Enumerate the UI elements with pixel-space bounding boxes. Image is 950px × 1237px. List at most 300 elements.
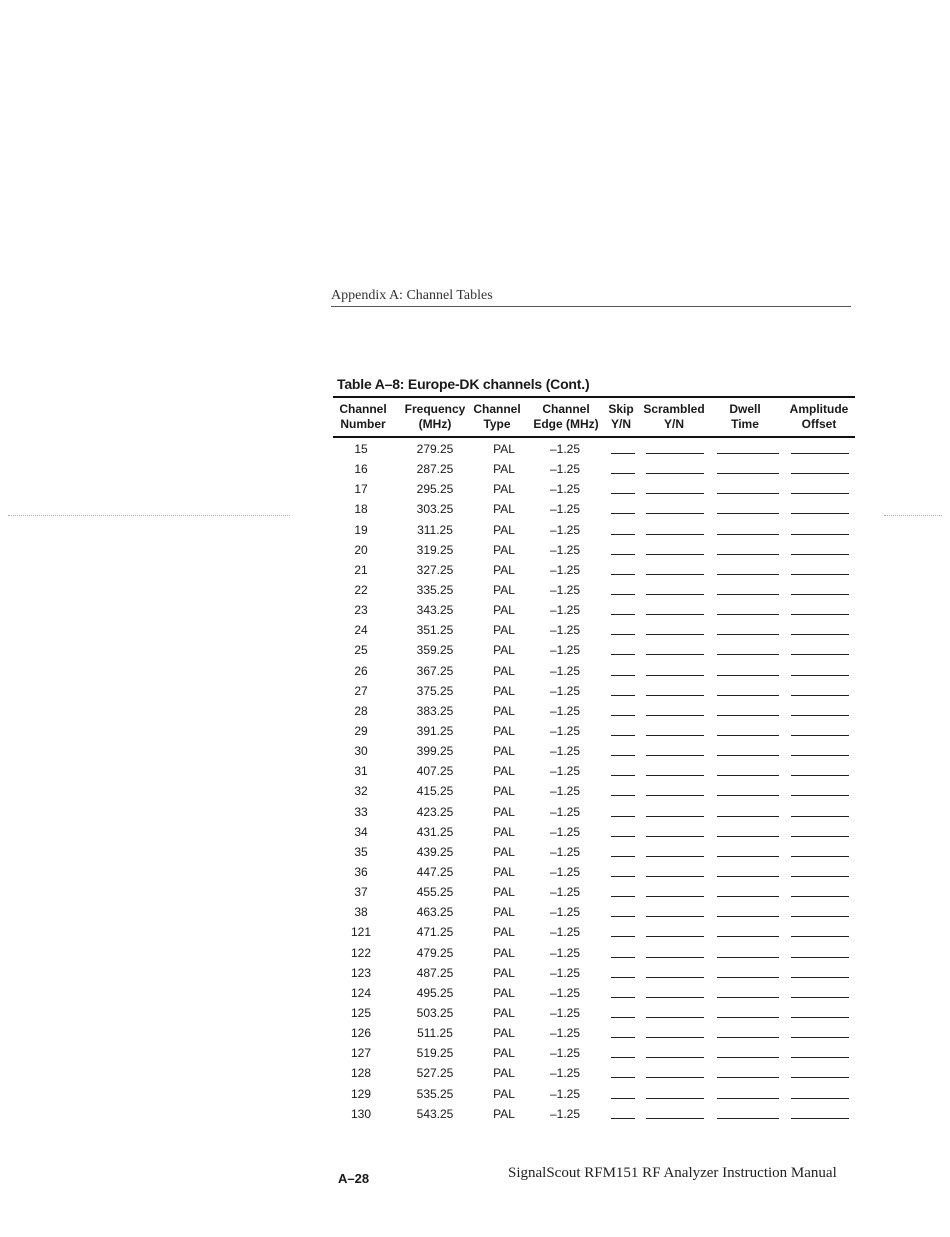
header-line: Dwell xyxy=(729,402,761,416)
scrambled-blank xyxy=(646,473,704,474)
channel-number-cell: 122 xyxy=(350,945,372,960)
amplitude-offset-blank xyxy=(791,534,849,535)
amplitude-offset-blank xyxy=(791,574,849,575)
header-scrambled xyxy=(639,402,709,432)
frequency-cell: 447.25 xyxy=(416,864,454,879)
frequency-cell: 343.25 xyxy=(416,603,454,618)
running-header-title: Appendix A: Channel Tables xyxy=(331,288,493,303)
channel-type-cell: PAL xyxy=(493,965,515,980)
scrambled-blank xyxy=(646,795,704,796)
dwell-time-blank xyxy=(717,554,779,555)
header-line: Number xyxy=(340,417,386,431)
dwell-time-blank xyxy=(717,755,779,756)
scrambled-blank xyxy=(646,654,704,655)
frequency-cell: 511.25 xyxy=(417,1026,453,1041)
skip-blank xyxy=(611,775,635,776)
channel-type-cell: PAL xyxy=(493,1106,515,1121)
channel-type-cell: PAL xyxy=(493,925,515,940)
left-margin-divider xyxy=(8,515,290,516)
header-channel-type xyxy=(471,402,523,432)
frequency-cell: 279.25 xyxy=(416,442,454,456)
amplitude-offset-blank xyxy=(791,473,849,474)
frequency-cell: 287.25 xyxy=(416,462,454,477)
table-row xyxy=(333,982,855,1002)
channel-type-cell: PAL xyxy=(493,663,515,678)
scrambled-blank xyxy=(646,775,704,776)
channel-number-cell: 129 xyxy=(350,1086,372,1101)
skip-blank xyxy=(611,695,635,696)
channel-edge-cell: –1.25 xyxy=(549,462,581,477)
scrambled-blank xyxy=(646,574,704,575)
table-row xyxy=(333,901,855,921)
table-row xyxy=(333,740,855,760)
header-line: Skip xyxy=(608,402,634,416)
scrambled-blank xyxy=(646,735,704,736)
scrambled-blank xyxy=(646,816,704,817)
skip-blank xyxy=(611,1037,635,1038)
channel-number-cell: 125 xyxy=(350,1005,372,1020)
channel-type-cell: PAL xyxy=(493,804,515,819)
table-row xyxy=(333,921,855,941)
frequency-cell: 311.25 xyxy=(417,522,453,537)
amplitude-offset-blank xyxy=(791,695,849,696)
table-row xyxy=(333,801,855,821)
channel-edge-cell: –1.25 xyxy=(549,764,581,779)
channel-type-cell: PAL xyxy=(493,723,515,738)
channel-number-cell: 20 xyxy=(354,542,368,557)
header-line: Channel xyxy=(339,402,387,416)
channel-number-cell: 121 xyxy=(350,925,372,940)
dwell-time-blank xyxy=(717,916,779,917)
channel-number-cell: 32 xyxy=(354,784,368,799)
frequency-cell: 383.25 xyxy=(416,703,454,718)
amplitude-offset-blank xyxy=(791,916,849,917)
table-row xyxy=(333,861,855,881)
channel-type-cell: PAL xyxy=(493,683,515,698)
channel-number-cell: 127 xyxy=(350,1046,372,1061)
channel-table xyxy=(333,396,855,1123)
channel-type-cell: PAL xyxy=(493,442,515,456)
header-line: Edge (MHz) xyxy=(533,417,599,431)
channel-number-cell: 18 xyxy=(354,502,368,517)
table-body xyxy=(333,438,855,1123)
amplitude-offset-blank xyxy=(791,654,849,655)
frequency-cell: 335.25 xyxy=(416,582,454,597)
table-row xyxy=(333,539,855,559)
channel-edge-cell: –1.25 xyxy=(549,623,581,638)
header-channel-edge xyxy=(529,402,603,432)
channel-edge-cell: –1.25 xyxy=(549,1106,581,1121)
header-channel-number xyxy=(335,402,391,432)
dwell-time-blank xyxy=(717,936,779,937)
dwell-time-blank xyxy=(717,836,779,837)
frequency-cell: 407.25 xyxy=(416,764,454,779)
skip-blank xyxy=(611,493,635,494)
running-header xyxy=(331,286,851,307)
amplitude-offset-blank xyxy=(791,1077,849,1078)
scrambled-blank xyxy=(646,534,704,535)
scrambled-blank xyxy=(646,936,704,937)
channel-type-cell: PAL xyxy=(493,643,515,658)
skip-blank xyxy=(611,936,635,937)
table-row xyxy=(333,519,855,539)
amplitude-offset-blank xyxy=(791,936,849,937)
channel-edge-cell: –1.25 xyxy=(549,442,581,456)
amplitude-offset-blank xyxy=(791,634,849,635)
table-row xyxy=(333,1062,855,1082)
channel-number-cell: 30 xyxy=(354,744,368,759)
channel-number-cell: 33 xyxy=(354,804,368,819)
header-skip xyxy=(605,402,637,432)
amplitude-offset-blank xyxy=(791,493,849,494)
amplitude-offset-blank xyxy=(791,675,849,676)
scrambled-blank xyxy=(646,1098,704,1099)
channel-number-cell: 16 xyxy=(354,462,368,477)
scrambled-blank xyxy=(646,1057,704,1058)
scrambled-blank xyxy=(646,1118,704,1119)
table-row xyxy=(333,639,855,659)
amplitude-offset-blank xyxy=(791,755,849,756)
table-row xyxy=(333,1103,855,1123)
channel-number-cell: 123 xyxy=(350,965,372,980)
channel-edge-cell: –1.25 xyxy=(549,844,581,859)
dwell-time-blank xyxy=(717,594,779,595)
skip-blank xyxy=(611,654,635,655)
channel-number-cell: 28 xyxy=(354,703,368,718)
header-line: Y/N xyxy=(610,417,631,431)
dwell-time-blank xyxy=(717,896,779,897)
frequency-cell: 535.25 xyxy=(416,1086,454,1101)
amplitude-offset-blank xyxy=(791,856,849,857)
channel-number-cell: 17 xyxy=(354,482,368,497)
frequency-cell: 519.25 xyxy=(416,1046,454,1061)
frequency-cell: 527.25 xyxy=(416,1066,454,1081)
header-dwell-time xyxy=(717,402,773,432)
channel-edge-cell: –1.25 xyxy=(549,985,581,1000)
channel-edge-cell: –1.25 xyxy=(549,1026,581,1041)
channel-number-cell: 128 xyxy=(350,1066,372,1081)
frequency-cell: 431.25 xyxy=(416,824,454,839)
table-row xyxy=(333,438,855,458)
skip-blank xyxy=(611,715,635,716)
dwell-time-blank xyxy=(717,574,779,575)
header-line: Offset xyxy=(801,417,837,431)
channel-edge-cell: –1.25 xyxy=(549,905,581,920)
channel-type-cell: PAL xyxy=(493,542,515,557)
dwell-time-blank xyxy=(717,997,779,998)
table-row xyxy=(333,1042,855,1062)
scrambled-blank xyxy=(646,675,704,676)
scrambled-blank xyxy=(646,836,704,837)
channel-type-cell: PAL xyxy=(493,562,515,577)
channel-edge-cell: –1.25 xyxy=(549,643,581,658)
dwell-time-blank xyxy=(717,1077,779,1078)
frequency-cell: 423.25 xyxy=(416,804,454,819)
dwell-time-blank xyxy=(717,493,779,494)
amplitude-offset-blank xyxy=(791,1037,849,1038)
skip-blank xyxy=(611,977,635,978)
table-row xyxy=(333,680,855,700)
table-row xyxy=(333,780,855,800)
scrambled-blank xyxy=(646,1017,704,1018)
skip-blank xyxy=(611,816,635,817)
channel-edge-cell: –1.25 xyxy=(549,945,581,960)
dwell-time-blank xyxy=(717,534,779,535)
skip-blank xyxy=(611,513,635,514)
channel-edge-cell: –1.25 xyxy=(549,804,581,819)
table-row xyxy=(333,498,855,518)
scrambled-blank xyxy=(646,614,704,615)
channel-number-cell: 27 xyxy=(354,683,368,698)
channel-edge-cell: –1.25 xyxy=(549,663,581,678)
channel-type-cell: PAL xyxy=(493,603,515,618)
channel-edge-cell: –1.25 xyxy=(549,1046,581,1061)
table-row xyxy=(333,599,855,619)
frequency-cell: 463.25 xyxy=(416,905,454,920)
table-header xyxy=(333,398,855,436)
channel-edge-cell: –1.25 xyxy=(549,965,581,980)
skip-blank xyxy=(611,534,635,535)
scrambled-blank xyxy=(646,916,704,917)
scrambled-blank xyxy=(646,715,704,716)
frequency-cell: 327.25 xyxy=(416,562,454,577)
channel-type-cell: PAL xyxy=(493,784,515,799)
dwell-time-blank xyxy=(717,614,779,615)
dwell-time-blank xyxy=(717,1017,779,1018)
channel-number-cell: 36 xyxy=(354,864,368,879)
channel-number-cell: 124 xyxy=(350,985,372,1000)
frequency-cell: 303.25 xyxy=(416,502,454,517)
scrambled-blank xyxy=(646,876,704,877)
skip-blank xyxy=(611,614,635,615)
frequency-cell: 415.25 xyxy=(416,784,454,799)
frequency-cell: 367.25 xyxy=(416,663,454,678)
skip-blank xyxy=(611,735,635,736)
frequency-cell: 375.25 xyxy=(416,683,454,698)
dwell-time-blank xyxy=(717,795,779,796)
skip-blank xyxy=(611,876,635,877)
dwell-time-blank xyxy=(717,1057,779,1058)
channel-type-cell: PAL xyxy=(493,1066,515,1081)
scrambled-blank xyxy=(646,634,704,635)
table-title: Table A–8: Europe-DK channels (Cont.) xyxy=(337,376,590,392)
channel-number-cell: 38 xyxy=(354,905,368,920)
dwell-time-blank xyxy=(717,675,779,676)
channel-edge-cell: –1.25 xyxy=(549,864,581,879)
scrambled-blank xyxy=(646,1037,704,1038)
dwell-time-blank xyxy=(717,876,779,877)
skip-blank xyxy=(611,997,635,998)
amplitude-offset-blank xyxy=(791,836,849,837)
dwell-time-blank xyxy=(717,856,779,857)
scrambled-blank xyxy=(646,856,704,857)
scrambled-blank xyxy=(646,695,704,696)
skip-blank xyxy=(611,554,635,555)
amplitude-offset-blank xyxy=(791,453,849,454)
channel-number-cell: 24 xyxy=(354,623,368,638)
manual-title: SignalScout RFM151 RF Analyzer Instruction Manual xyxy=(508,1165,837,1181)
channel-type-cell: PAL xyxy=(493,482,515,497)
table-row xyxy=(333,841,855,861)
channel-edge-cell: –1.25 xyxy=(549,824,581,839)
channel-edge-cell: –1.25 xyxy=(549,885,581,900)
scrambled-blank xyxy=(646,453,704,454)
amplitude-offset-blank xyxy=(791,715,849,716)
dwell-time-blank xyxy=(717,473,779,474)
scrambled-blank xyxy=(646,554,704,555)
table-row xyxy=(333,962,855,982)
frequency-cell: 543.25 xyxy=(416,1106,454,1121)
amplitude-offset-blank xyxy=(791,1057,849,1058)
channel-number-cell: 23 xyxy=(354,603,368,618)
scrambled-blank xyxy=(646,997,704,998)
dwell-time-blank xyxy=(717,715,779,716)
table-row xyxy=(333,619,855,639)
channel-number-cell: 15 xyxy=(354,442,368,456)
channel-type-cell: PAL xyxy=(493,764,515,779)
amplitude-offset-blank xyxy=(791,1118,849,1119)
dwell-time-blank xyxy=(717,735,779,736)
table-row xyxy=(333,1002,855,1022)
channel-edge-cell: –1.25 xyxy=(549,522,581,537)
skip-blank xyxy=(611,957,635,958)
channel-type-cell: PAL xyxy=(493,885,515,900)
table-row xyxy=(333,458,855,478)
header-line: (MHz) xyxy=(418,417,452,431)
table-row xyxy=(333,1022,855,1042)
amplitude-offset-blank xyxy=(791,977,849,978)
channel-edge-cell: –1.25 xyxy=(549,925,581,940)
header-line: Time xyxy=(731,417,759,431)
amplitude-offset-blank xyxy=(791,816,849,817)
header-amplitude-offset xyxy=(781,402,857,432)
skip-blank xyxy=(611,594,635,595)
channel-number-cell: 37 xyxy=(354,885,368,900)
dwell-time-blank xyxy=(717,775,779,776)
dwell-time-blank xyxy=(717,654,779,655)
channel-edge-cell: –1.25 xyxy=(549,482,581,497)
channel-edge-cell: –1.25 xyxy=(549,683,581,698)
amplitude-offset-blank xyxy=(791,513,849,514)
channel-edge-cell: –1.25 xyxy=(549,744,581,759)
channel-edge-cell: –1.25 xyxy=(549,1005,581,1020)
frequency-cell: 503.25 xyxy=(416,1005,454,1020)
channel-number-cell: 21 xyxy=(354,562,368,577)
channel-number-cell: 126 xyxy=(350,1026,372,1041)
frequency-cell: 455.25 xyxy=(416,885,454,900)
amplitude-offset-blank xyxy=(791,614,849,615)
amplitude-offset-blank xyxy=(791,1017,849,1018)
amplitude-offset-blank xyxy=(791,1098,849,1099)
dwell-time-blank xyxy=(717,957,779,958)
frequency-cell: 399.25 xyxy=(416,744,454,759)
scrambled-blank xyxy=(646,957,704,958)
amplitude-offset-blank xyxy=(791,554,849,555)
channel-edge-cell: –1.25 xyxy=(549,1086,581,1101)
dwell-time-blank xyxy=(717,1037,779,1038)
amplitude-offset-blank xyxy=(791,775,849,776)
header-line: Amplitude xyxy=(789,402,849,416)
amplitude-offset-blank xyxy=(791,735,849,736)
scrambled-blank xyxy=(646,594,704,595)
header-line: Scrambled xyxy=(643,402,705,416)
skip-blank xyxy=(611,896,635,897)
scrambled-blank xyxy=(646,1077,704,1078)
amplitude-offset-blank xyxy=(791,594,849,595)
frequency-cell: 487.25 xyxy=(416,965,454,980)
frequency-cell: 319.25 xyxy=(416,542,454,557)
table-row xyxy=(333,559,855,579)
channel-type-cell: PAL xyxy=(493,844,515,859)
channel-type-cell: PAL xyxy=(493,945,515,960)
table-row xyxy=(333,579,855,599)
frequency-cell: 391.25 xyxy=(416,723,454,738)
amplitude-offset-blank xyxy=(791,957,849,958)
channel-edge-cell: –1.25 xyxy=(549,502,581,517)
table-row xyxy=(333,942,855,962)
frequency-cell: 439.25 xyxy=(416,844,454,859)
table-row xyxy=(333,760,855,780)
scrambled-blank xyxy=(646,977,704,978)
amplitude-offset-blank xyxy=(791,997,849,998)
skip-blank xyxy=(611,473,635,474)
dwell-time-blank xyxy=(717,634,779,635)
dwell-time-blank xyxy=(717,977,779,978)
channel-number-cell: 35 xyxy=(354,844,368,859)
amplitude-offset-blank xyxy=(791,876,849,877)
frequency-cell: 471.25 xyxy=(416,925,454,940)
channel-number-cell: 29 xyxy=(354,723,368,738)
skip-blank xyxy=(611,755,635,756)
table-row xyxy=(333,821,855,841)
channel-edge-cell: –1.25 xyxy=(549,723,581,738)
header-line: Frequency xyxy=(404,402,466,416)
header-line: Channel xyxy=(473,402,521,416)
dwell-time-blank xyxy=(717,513,779,514)
frequency-cell: 359.25 xyxy=(416,643,454,658)
frequency-cell: 295.25 xyxy=(416,482,454,497)
channel-edge-cell: –1.25 xyxy=(549,603,581,618)
channel-type-cell: PAL xyxy=(493,1005,515,1020)
table-row xyxy=(333,720,855,740)
table-row xyxy=(333,881,855,901)
channel-type-cell: PAL xyxy=(493,905,515,920)
table-row xyxy=(333,660,855,680)
channel-number-cell: 130 xyxy=(350,1106,372,1121)
scrambled-blank xyxy=(646,493,704,494)
table-row xyxy=(333,1083,855,1103)
header-line: Y/N xyxy=(663,417,684,431)
page-number: A–28 xyxy=(338,1171,370,1186)
skip-blank xyxy=(611,856,635,857)
skip-blank xyxy=(611,1118,635,1119)
channel-type-cell: PAL xyxy=(493,502,515,517)
right-margin-divider xyxy=(884,515,942,516)
amplitude-offset-blank xyxy=(791,795,849,796)
dwell-time-blank xyxy=(717,695,779,696)
channel-type-cell: PAL xyxy=(493,864,515,879)
channel-edge-cell: –1.25 xyxy=(549,784,581,799)
channel-type-cell: PAL xyxy=(493,985,515,1000)
skip-blank xyxy=(611,675,635,676)
frequency-cell: 495.25 xyxy=(416,985,454,1000)
channel-type-cell: PAL xyxy=(493,1086,515,1101)
channel-type-cell: PAL xyxy=(493,462,515,477)
frequency-cell: 351.25 xyxy=(416,623,454,638)
skip-blank xyxy=(611,836,635,837)
channel-type-cell: PAL xyxy=(493,623,515,638)
skip-blank xyxy=(611,1057,635,1058)
